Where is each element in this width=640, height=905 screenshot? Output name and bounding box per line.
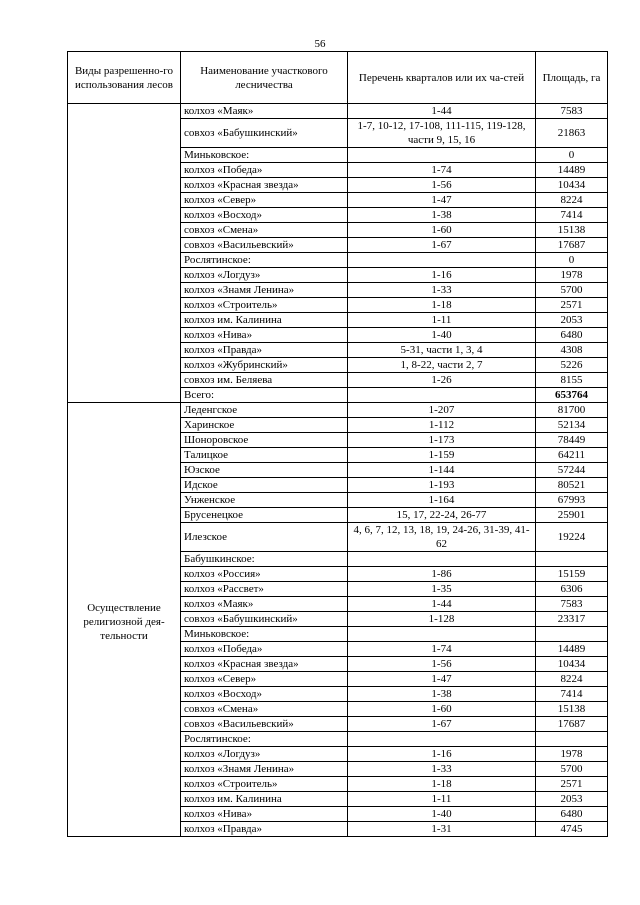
area-cell bbox=[536, 627, 608, 642]
quarters-cell: 1-44 bbox=[348, 104, 536, 119]
area-cell: 7414 bbox=[536, 687, 608, 702]
quarters-cell bbox=[348, 388, 536, 403]
area-cell: 0 bbox=[536, 148, 608, 163]
quarters-cell: 1-26 bbox=[348, 373, 536, 388]
quarters-cell: 1-173 bbox=[348, 433, 536, 448]
quarters-cell: 1, 8-22, части 2, 7 bbox=[348, 358, 536, 373]
area-cell: 81700 bbox=[536, 403, 608, 418]
area-cell: 4745 bbox=[536, 822, 608, 837]
area-cell: 6306 bbox=[536, 582, 608, 597]
area-cell: 15138 bbox=[536, 223, 608, 238]
forestry-name-cell: колхоз «Красная звезда» bbox=[181, 657, 348, 672]
forestry-name-cell: Рослятинское: bbox=[181, 253, 348, 268]
quarters-cell: 1-7, 10-12, 17-108, 111-115, 119-128, части 9, 15, 16 bbox=[348, 119, 536, 148]
quarters-cell: 4, 6, 7, 12, 13, 18, 19, 24-26, 31-39, 41-62 bbox=[348, 523, 536, 552]
header-forestry-name: Наименование участкового лесничества bbox=[181, 52, 348, 104]
forestry-name-cell: колхоз «Строитель» bbox=[181, 777, 348, 792]
area-cell: 653764 bbox=[536, 388, 608, 403]
forestry-name-cell: колхоз «Знамя Ленина» bbox=[181, 762, 348, 777]
quarters-cell: 1-67 bbox=[348, 238, 536, 253]
table-body bbox=[68, 104, 608, 837]
area-cell: 57244 bbox=[536, 463, 608, 478]
quarters-cell: 1-60 bbox=[348, 702, 536, 717]
forestry-name-cell: колхоз «Правда» bbox=[181, 822, 348, 837]
area-cell: 80521 bbox=[536, 478, 608, 493]
forestry-name-cell: колхоз «Рассвет» bbox=[181, 582, 348, 597]
forest-use-table bbox=[67, 51, 608, 837]
quarters-cell: 1-11 bbox=[348, 313, 536, 328]
quarters-cell bbox=[348, 552, 536, 567]
area-cell: 8224 bbox=[536, 193, 608, 208]
area-cell: 78449 bbox=[536, 433, 608, 448]
table-row bbox=[68, 104, 608, 119]
area-cell: 25901 bbox=[536, 508, 608, 523]
forestry-name-cell: колхоз «Победа» bbox=[181, 163, 348, 178]
forestry-name-cell: колхоз «Логдуз» bbox=[181, 268, 348, 283]
area-cell: 8224 bbox=[536, 672, 608, 687]
area-cell: 67993 bbox=[536, 493, 608, 508]
quarters-cell: 1-11 bbox=[348, 792, 536, 807]
forestry-name-cell: Всего: bbox=[181, 388, 348, 403]
area-cell: 5226 bbox=[536, 358, 608, 373]
table-header-row bbox=[68, 52, 608, 104]
forestry-name-cell: колхоз им. Калинина bbox=[181, 792, 348, 807]
area-cell: 17687 bbox=[536, 238, 608, 253]
quarters-cell: 1-38 bbox=[348, 208, 536, 223]
forestry-name-cell: Илезское bbox=[181, 523, 348, 552]
area-cell bbox=[536, 552, 608, 567]
area-cell: 7414 bbox=[536, 208, 608, 223]
forestry-name-cell: совхоз «Васильевский» bbox=[181, 238, 348, 253]
page-number: 56 bbox=[314, 38, 326, 50]
header-area: Площадь, га bbox=[536, 52, 608, 104]
forestry-name-cell: Талицкое bbox=[181, 448, 348, 463]
area-cell: 5700 bbox=[536, 283, 608, 298]
area-cell: 2571 bbox=[536, 777, 608, 792]
quarters-cell: 1-31 bbox=[348, 822, 536, 837]
forestry-name-cell: совхоз «Васильевский» bbox=[181, 717, 348, 732]
use-type-cell bbox=[68, 104, 181, 403]
quarters-cell: 1-18 bbox=[348, 298, 536, 313]
area-cell: 15138 bbox=[536, 702, 608, 717]
area-cell: 21863 bbox=[536, 119, 608, 148]
quarters-cell: 1-193 bbox=[348, 478, 536, 493]
quarters-cell: 1-86 bbox=[348, 567, 536, 582]
forestry-name-cell: Бабушкинское: bbox=[181, 552, 348, 567]
area-cell: 1978 bbox=[536, 747, 608, 762]
quarters-cell: 1-56 bbox=[348, 657, 536, 672]
forestry-name-cell: колхоз «Красная звезда» bbox=[181, 178, 348, 193]
quarters-cell: 1-18 bbox=[348, 777, 536, 792]
quarters-cell: 1-159 bbox=[348, 448, 536, 463]
forestry-name-cell: колхоз «Нива» bbox=[181, 807, 348, 822]
quarters-cell: 1-40 bbox=[348, 328, 536, 343]
area-cell: 5700 bbox=[536, 762, 608, 777]
quarters-cell: 1-164 bbox=[348, 493, 536, 508]
area-cell: 14489 bbox=[536, 642, 608, 657]
forestry-name-cell: колхоз им. Калинина bbox=[181, 313, 348, 328]
forestry-name-cell: совхоз «Смена» bbox=[181, 223, 348, 238]
area-cell: 64211 bbox=[536, 448, 608, 463]
quarters-cell: 1-16 bbox=[348, 268, 536, 283]
forestry-name-cell: совхоз им. Беляева bbox=[181, 373, 348, 388]
area-cell: 7583 bbox=[536, 597, 608, 612]
quarters-cell: 5-31, части 1, 3, 4 bbox=[348, 343, 536, 358]
area-cell: 6480 bbox=[536, 328, 608, 343]
forestry-name-cell: Юзское bbox=[181, 463, 348, 478]
quarters-cell: 1-47 bbox=[348, 672, 536, 687]
quarters-cell: 1-40 bbox=[348, 807, 536, 822]
header-use-type: Виды разрешенно-го использования лесов bbox=[68, 52, 181, 104]
forestry-name-cell: Харинское bbox=[181, 418, 348, 433]
quarters-cell bbox=[348, 732, 536, 747]
forestry-name-cell: совхоз «Бабушкинский» bbox=[181, 612, 348, 627]
forestry-name-cell: Миньковское: bbox=[181, 148, 348, 163]
quarters-cell: 1-60 bbox=[348, 223, 536, 238]
table-row bbox=[68, 403, 608, 418]
forestry-name-cell: Идское bbox=[181, 478, 348, 493]
forestry-name-cell: Унженское bbox=[181, 493, 348, 508]
forestry-name-cell: колхоз «Нива» bbox=[181, 328, 348, 343]
area-cell: 0 bbox=[536, 253, 608, 268]
quarters-cell: 1-144 bbox=[348, 463, 536, 478]
area-cell: 15159 bbox=[536, 567, 608, 582]
forestry-name-cell: Леденгское bbox=[181, 403, 348, 418]
forestry-name-cell: колхоз «Логдуз» bbox=[181, 747, 348, 762]
quarters-cell: 1-67 bbox=[348, 717, 536, 732]
forestry-name-cell: Брусенецкое bbox=[181, 508, 348, 523]
quarters-cell: 1-35 bbox=[348, 582, 536, 597]
quarters-cell: 1-38 bbox=[348, 687, 536, 702]
area-cell bbox=[536, 732, 608, 747]
area-cell: 6480 bbox=[536, 807, 608, 822]
area-cell: 23317 bbox=[536, 612, 608, 627]
quarters-cell: 1-33 bbox=[348, 283, 536, 298]
quarters-cell: 1-56 bbox=[348, 178, 536, 193]
quarters-cell: 1-33 bbox=[348, 762, 536, 777]
forestry-name-cell: колхоз «Жубринский» bbox=[181, 358, 348, 373]
forestry-name-cell: колхоз «Россия» bbox=[181, 567, 348, 582]
area-cell: 8155 bbox=[536, 373, 608, 388]
area-cell: 10434 bbox=[536, 657, 608, 672]
area-cell: 1978 bbox=[536, 268, 608, 283]
forestry-name-cell: Миньковское: bbox=[181, 627, 348, 642]
forestry-name-cell: колхоз «Восход» bbox=[181, 687, 348, 702]
forestry-name-cell: колхоз «Строитель» bbox=[181, 298, 348, 313]
area-cell: 19224 bbox=[536, 523, 608, 552]
quarters-cell: 1-16 bbox=[348, 747, 536, 762]
area-cell: 14489 bbox=[536, 163, 608, 178]
forestry-name-cell: Шоноровское bbox=[181, 433, 348, 448]
area-cell: 7583 bbox=[536, 104, 608, 119]
quarters-cell: 1-128 bbox=[348, 612, 536, 627]
quarters-cell: 1-112 bbox=[348, 418, 536, 433]
forestry-name-cell: колхоз «Правда» bbox=[181, 343, 348, 358]
quarters-cell bbox=[348, 627, 536, 642]
forestry-name-cell: совхоз «Бабушкинский» bbox=[181, 119, 348, 148]
area-cell: 10434 bbox=[536, 178, 608, 193]
quarters-cell: 15, 17, 22-24, 26-77 bbox=[348, 508, 536, 523]
quarters-cell: 1-44 bbox=[348, 597, 536, 612]
quarters-cell: 1-74 bbox=[348, 642, 536, 657]
forestry-name-cell: совхоз «Смена» bbox=[181, 702, 348, 717]
quarters-cell: 1-47 bbox=[348, 193, 536, 208]
quarters-cell: 1-207 bbox=[348, 403, 536, 418]
quarters-cell bbox=[348, 253, 536, 268]
use-type-cell: Осуществление религиозной дея-тельности bbox=[68, 403, 181, 837]
area-cell: 4308 bbox=[536, 343, 608, 358]
forestry-name-cell: колхоз «Маяк» bbox=[181, 597, 348, 612]
forestry-name-cell: колхоз «Маяк» bbox=[181, 104, 348, 119]
area-cell: 52134 bbox=[536, 418, 608, 433]
header-quarters: Перечень кварталов или их ча-стей bbox=[348, 52, 536, 104]
area-cell: 2053 bbox=[536, 313, 608, 328]
quarters-cell bbox=[348, 148, 536, 163]
quarters-cell: 1-74 bbox=[348, 163, 536, 178]
forestry-name-cell: Рослятинское: bbox=[181, 732, 348, 747]
area-cell: 17687 bbox=[536, 717, 608, 732]
forestry-name-cell: колхоз «Знамя Ленина» bbox=[181, 283, 348, 298]
forestry-name-cell: колхоз «Север» bbox=[181, 193, 348, 208]
area-cell: 2571 bbox=[536, 298, 608, 313]
area-cell: 2053 bbox=[536, 792, 608, 807]
forestry-name-cell: колхоз «Восход» bbox=[181, 208, 348, 223]
forestry-name-cell: колхоз «Победа» bbox=[181, 642, 348, 657]
forestry-name-cell: колхоз «Север» bbox=[181, 672, 348, 687]
